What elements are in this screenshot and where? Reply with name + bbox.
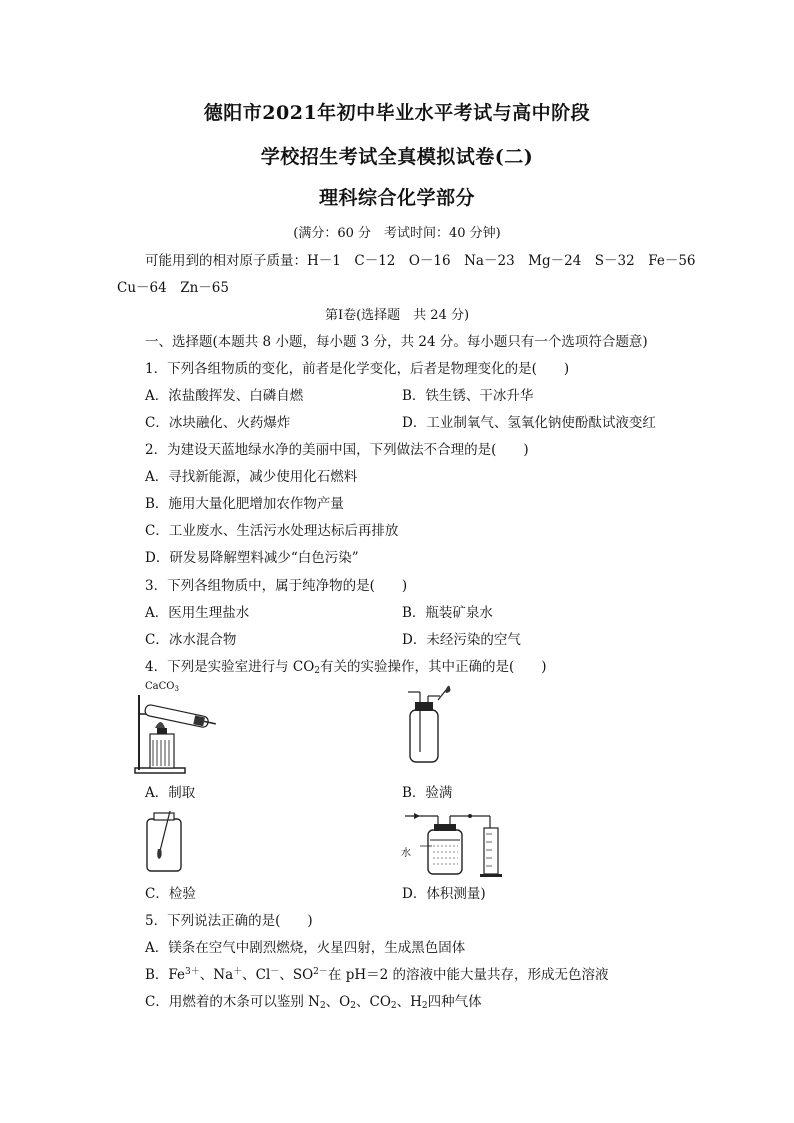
q3-option-a: A．医用生理盐水: [145, 605, 250, 621]
title-line-1: 德阳市2021年初中毕业水平考试与高中阶段: [203, 102, 591, 124]
q2-option-d: D．研发易降解塑料减少“白色污染”: [145, 550, 359, 566]
q3-option-d: D．未经污染的空气: [402, 632, 521, 648]
q4-option-a: A．制取: [145, 785, 196, 801]
q4-stem: 4．下列是实验室进行与 $CO_2$有关的实验操作，其中正确的是( ): [145, 659, 547, 676]
fig-b-apparatus: [400, 682, 460, 772]
q4-option-c: C．检验: [145, 886, 196, 902]
atomic-mass-line-2: Cu－64 Zn－65: [117, 280, 229, 296]
q1-option-c: C．冰块融化、火药爆炸: [145, 415, 291, 431]
q2-option-b: B．施用大量化肥增加农作物产量: [145, 496, 344, 512]
q5-stem: 5．下列说法正确的是( ): [145, 913, 313, 929]
q1-stem: 1．下列各组物质的变化，前者是化学变化，后者是物理变化的是( ): [145, 361, 570, 377]
q3-stem: 3．下列各组物质中，属于纯净物的是( ): [145, 578, 408, 594]
q1-option-d: D．工业制氧气、氢氧化钠使酚酞试液变红: [402, 415, 656, 431]
q5-option-b: B．$Fe^{3+}$、Na＋、Cl－、$SO^{2-}$在 pH＝2 的溶液中能大量共存，形成无色溶液: [145, 967, 609, 983]
fig-d-water-label: 水: [401, 848, 411, 859]
part-title: 第Ⅰ卷(选择题 共 24 分): [324, 308, 470, 323]
q5-option-c: C．用燃着的木条可以鉴别 $N_2$、$O_2$、$CO_2$、$H_2$四种气体: [145, 994, 482, 1011]
fig-a-apparatus: [135, 690, 225, 776]
q4-option-d: D．体积测量): [402, 886, 486, 902]
q3-option-b: B．瓶装矿泉水: [402, 605, 493, 621]
fig-d-apparatus: [400, 810, 510, 880]
section-instructions: 一、选择题(本题共 8 小题，每小题 3 分，共 24 分。每小题只有一个选项符合题意): [145, 334, 648, 350]
atomic-mass-line-1: 可能用到的相对原子质量：H－1 C－12 O－16 Na－23 Mg－24 S－32 Fe－56: [145, 253, 696, 269]
fig-c-apparatus: [140, 805, 190, 875]
q3-option-c: C．冰水混合物: [145, 632, 237, 648]
title-line-3: 理科综合化学部分: [318, 187, 475, 209]
q2-option-a: A．寻找新能源，减少使用化石燃料: [145, 469, 358, 485]
exam-meta: (满分：60 分 考试时间：40 分钟): [293, 226, 501, 241]
q2-stem: 2．为建设天蓝地绿水净的美丽中国，下列做法不合理的是( ): [145, 442, 529, 458]
fig-a-caco3-label: CaCO$_3$: [145, 681, 179, 693]
q1-option-a: A．浓盐酸挥发、白磷自燃: [145, 388, 304, 404]
title-line-2: 学校招生考试全真模拟试卷(二): [260, 146, 534, 168]
q5-option-a: A．镁条在空气中剧烈燃烧，火星四射，生成黑色固体: [145, 940, 466, 956]
q4-option-b: B．验满: [402, 785, 453, 801]
q2-option-c: C．工业废水、生活污水处理达标后再排放: [145, 523, 399, 539]
q1-option-b: B．铁生锈、干冰升华: [402, 388, 534, 404]
